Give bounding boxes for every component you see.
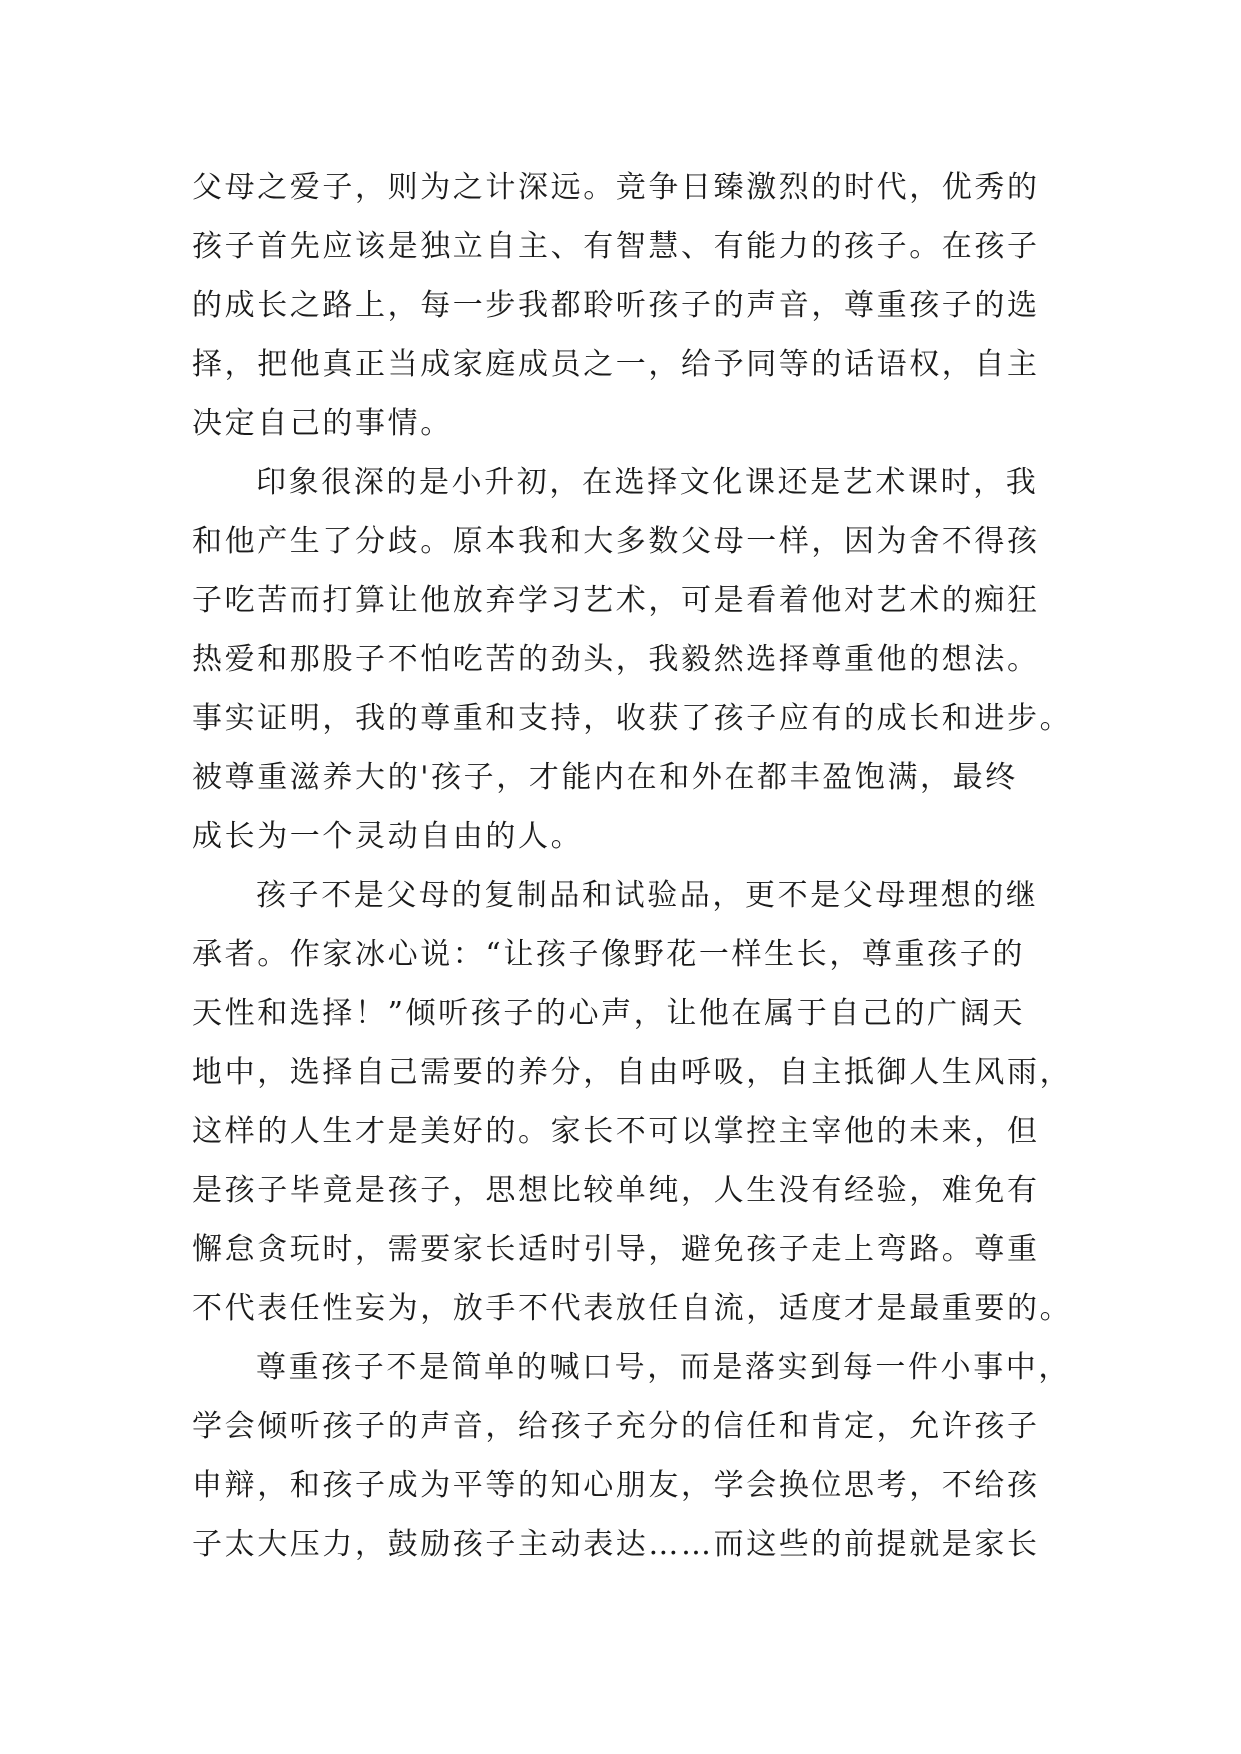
text-line: 被尊重滋养大的'孩子，才能内在和外在都丰盈饱满，最终 xyxy=(192,760,1018,795)
text-line: 申辩，和孩子成为平等的知心朋友，学会换位思考，不给孩 xyxy=(192,1468,1040,1503)
text-line: 和他产生了分歧。原本我和大多数父母一样，因为舍不得孩 xyxy=(192,524,1040,559)
text-line: 懈怠贪玩时，需要家长适时引导，避免孩子走上弯路。尊重 xyxy=(192,1232,1040,1267)
text-line: 地中，选择自己需要的养分，自由呼吸，自主抵御人生风雨， xyxy=(192,1055,1073,1090)
paragraph-first-line: 印象很深的是小升初，在选择文化课还是艺术课时，我 xyxy=(256,465,1039,500)
text-line: 是孩子毕竟是孩子，思想比较单纯，人生没有经验，难免有 xyxy=(192,1173,1040,1208)
text-line: 的成长之路上，每一步我都聆听孩子的声音，尊重孩子的选 xyxy=(192,288,1040,323)
text-line: 天性和选择！”倾听孩子的心声，让他在属于自己的广阔天 xyxy=(192,996,1025,1031)
text-line: 决定自己的事情。 xyxy=(192,406,453,441)
text-line: 父母之爱子，则为之计深远。竞争日臻激烈的时代，优秀的 xyxy=(192,170,1040,205)
text-line: 事实证明，我的尊重和支持，收获了孩子应有的成长和进步。 xyxy=(192,701,1073,736)
text-line: 成长为一个灵动自由的人。 xyxy=(192,819,584,854)
text-line: 学会倾听孩子的声音，给孩子充分的信任和肯定，允许孩子 xyxy=(192,1409,1040,1444)
paragraph-first-line: 孩子不是父母的复制品和试验品，更不是父母理想的继 xyxy=(256,878,1039,913)
text-line: 择，把他真正当成家庭成员之一，给予同等的话语权，自主 xyxy=(192,347,1040,382)
text-line: 热爱和那股子不怕吃苦的劲头，我毅然选择尊重他的想法。 xyxy=(192,642,1040,677)
text-line: 承者。作家冰心说：“让孩子像野花一样生长，尊重孩子的 xyxy=(192,937,1025,972)
paragraph-first-line: 尊重孩子不是简单的喊口号，而是落实到每一件小事中， xyxy=(256,1350,1071,1385)
body-text xyxy=(192,158,1072,1574)
text-line: 子太大压力，鼓励孩子主动表达……而这些的前提就是家长 xyxy=(192,1527,1040,1562)
text-line: 子吃苦而打算让他放弃学习艺术，可是看着他对艺术的痴狂 xyxy=(192,583,1040,618)
text-line: 孩子首先应该是独立自主、有智慧、有能力的孩子。在孩子 xyxy=(192,229,1040,264)
text-line: 这样的人生才是美好的。家长不可以掌控主宰他的未来，但 xyxy=(192,1114,1040,1149)
text-line: 不代表任性妄为，放手不代表放任自流，适度才是最重要的。 xyxy=(192,1291,1073,1326)
